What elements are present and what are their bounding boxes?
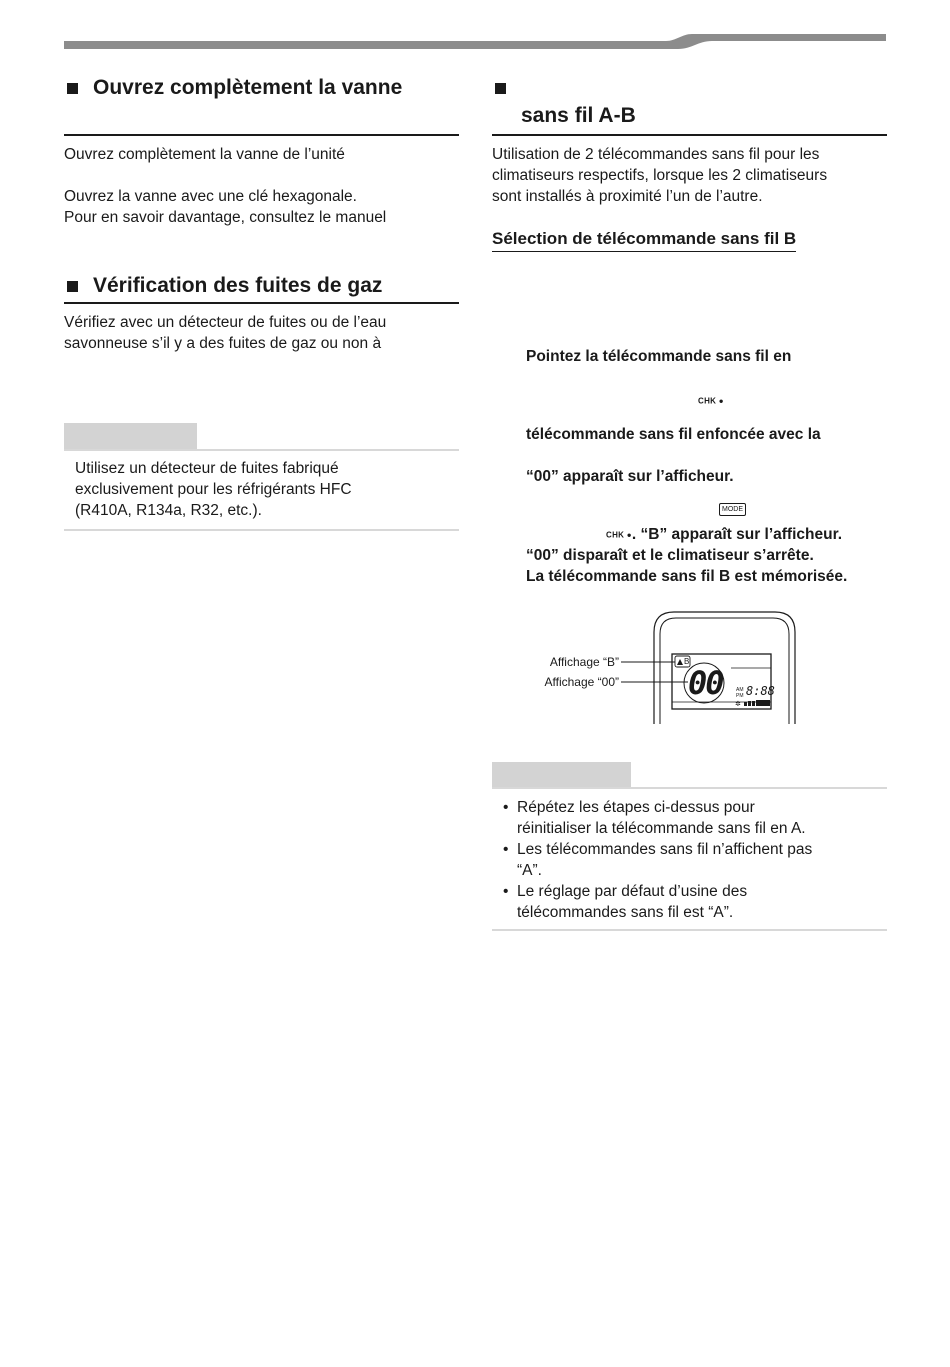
section-title: Vérification des fuites de gaz <box>93 274 383 297</box>
display-am: AM <box>736 687 744 693</box>
note-text: Utilisez un détecteur de fuites fabriqué exclusivement pour les réfrigérants HFC (R410A, R134a, R32, etc.). <box>75 460 352 519</box>
paragraph: Vérifiez avec un détecteur de fuites ou de l’eau savonneuse s’il y a des fuites de gaz ou non à <box>64 314 387 352</box>
bullet: • <box>503 883 509 900</box>
section-heading-gas-leak <box>64 272 459 304</box>
display-clock: 8:88 <box>746 684 775 698</box>
note-box <box>492 762 887 931</box>
note-item-text: Le réglage par défaut d’usine des télécommandes sans fil est “A”. <box>517 883 748 921</box>
svg-text:✲: ✲ <box>735 701 741 708</box>
note-list <box>492 789 887 929</box>
step-text: Pointez la télécommande sans fil en <box>526 348 792 365</box>
header-bar <box>64 34 886 50</box>
step-text: “00” apparaît sur l’afficheur. <box>526 468 734 485</box>
display-b-letter: B <box>684 657 690 666</box>
paragraph: Ouvrez la vanne avec une clé hexagonale. Pour en savoir davantage, consultez le manuel <box>64 188 387 226</box>
note-bottom-rule <box>64 529 459 531</box>
note-bottom-rule <box>492 929 887 931</box>
note-item-text: Les télécommandes sans fil n’affichent pas “A”. <box>517 841 813 879</box>
right-column <box>492 74 887 652</box>
step-text: . “B” apparaît sur l’afficheur. <box>631 526 843 543</box>
chk-label: CHK <box>606 530 625 540</box>
left-column <box>64 74 459 531</box>
bullet: • <box>503 799 509 816</box>
step-line <box>526 524 896 545</box>
remote-drawing <box>520 610 810 730</box>
paragraph: Utilisation de 2 télécommandes sans fil pour les climatiseurs respectifs, lorsque les 2 climatiseurs sont installés à proximité l’un de l’autre. <box>492 146 828 205</box>
chk-label: CHK <box>698 396 717 406</box>
mode-button-icon <box>526 496 950 517</box>
note-list-item <box>492 839 887 881</box>
display-pm: PM <box>736 693 744 699</box>
header-bar-shape <box>64 34 886 49</box>
note-list-item <box>492 797 887 839</box>
display-digits: 00 <box>688 664 723 702</box>
note-tab <box>64 423 197 449</box>
section-title: sans fil A-B <box>521 104 636 127</box>
note-tab <box>492 762 631 787</box>
section-heading-remote-ab <box>492 74 887 136</box>
note-box <box>64 423 459 531</box>
steps <box>492 252 887 652</box>
chk-indicator <box>526 390 950 411</box>
note-list-item <box>492 881 887 923</box>
paragraph: Ouvrez complètement la vanne de l’unité <box>64 146 345 163</box>
heading-square-icon <box>67 83 78 94</box>
remote-figure <box>520 610 810 730</box>
step-text: “00” disparaît et le climatiseur s’arrête. <box>526 547 814 564</box>
section-heading-open-valve <box>64 74 459 136</box>
subheading-select-remote-b: Sélection de télécommande sans fil B <box>492 228 796 252</box>
chk-dot-icon: ● <box>716 396 724 406</box>
label-display-00: Affichage “00” <box>544 675 619 689</box>
step-text: télécommande sans fil enfoncée avec la <box>526 426 821 443</box>
chk-dot-icon: ● <box>624 530 632 540</box>
heading-square-icon <box>495 83 506 94</box>
step-text: La télécommande sans fil B est mémorisée. <box>526 568 848 585</box>
note-item-text: Répétez les étapes ci-dessus pour réinitialiser la télécommande sans fil en A. <box>517 799 806 837</box>
heading-square-icon <box>67 281 78 292</box>
section-title: Ouvrez complètement la vanne <box>93 76 403 99</box>
mode-label: MODE <box>719 503 746 516</box>
bullet: • <box>503 841 509 858</box>
label-display-b: Affichage “B” <box>549 655 619 669</box>
